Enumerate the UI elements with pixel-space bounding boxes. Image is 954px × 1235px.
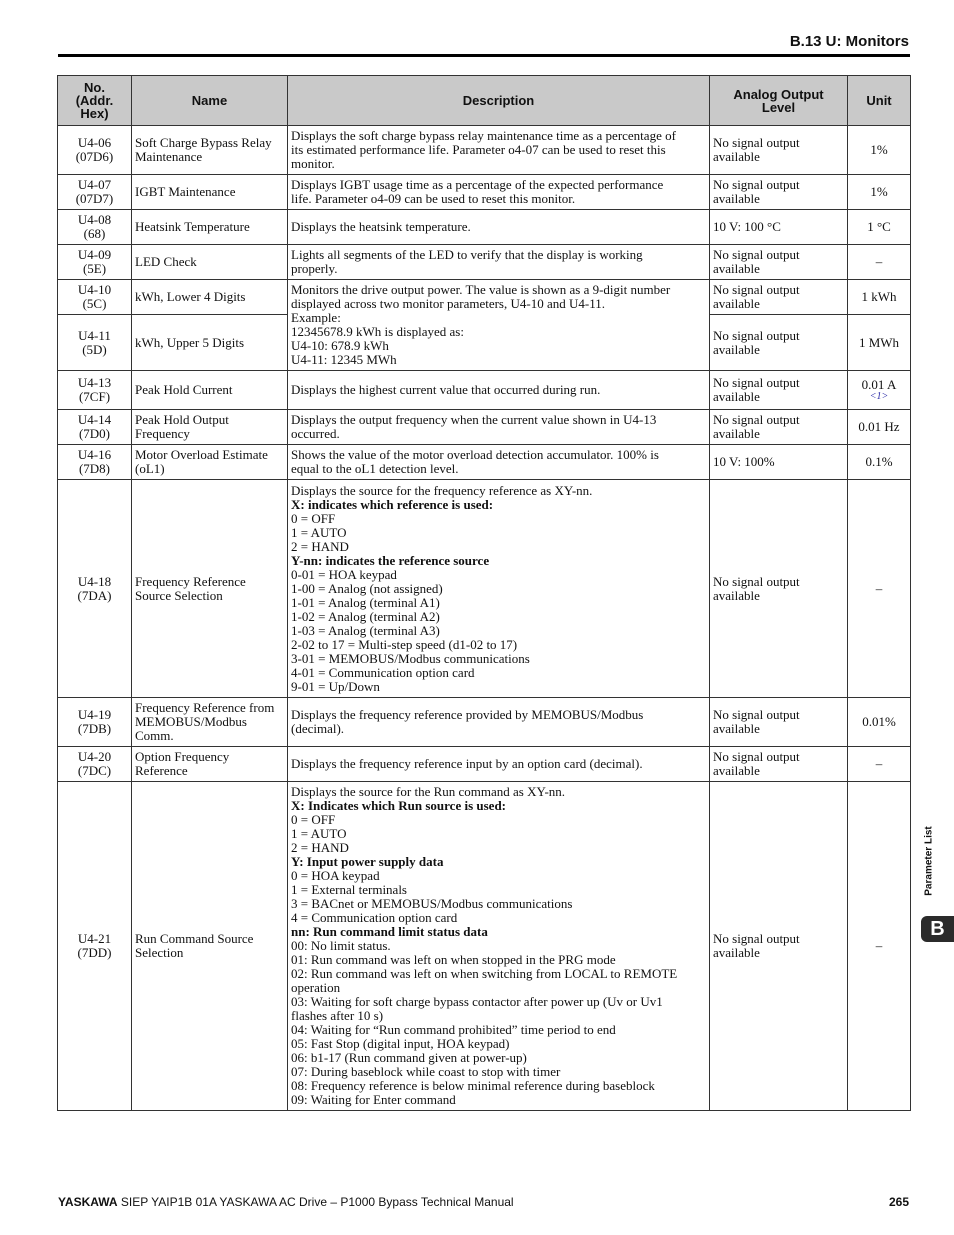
description-line: Lights all segments of the LED to verify that the display is working [291,247,643,262]
description-line: 2 = HAND [291,538,349,554]
description-line: Monitors the drive output power. The value is shown as a 9-digit number [291,282,671,297]
param-description-cell [288,210,710,245]
param-number: U4-13 [77,375,112,390]
param-number: U4-09 [77,247,112,262]
param-number-cell [58,280,132,315]
unit-value: 0.1% [865,454,893,469]
param-number-cell [58,175,132,210]
description-line: 1 = External terminals [291,882,407,897]
description-line: Displays the heatsink temperature. [291,219,471,234]
description-line: 9-01 = Up/Down [291,678,380,694]
description-line: Displays the frequency reference input by an option card (decimal). [291,756,643,771]
param-name-line: kWh, Lower 4 Digits [135,289,246,304]
unit-cell [848,445,911,480]
analog-output-line: No signal output [713,749,800,764]
param-number-cell [58,480,132,698]
param-number-cell [58,126,132,175]
footer-manual-title: SIEP YAIP1B 01A YASKAWA AC Drive – P1000 Bypass Technical Manual [117,1195,514,1209]
description-line: occurred. [291,426,340,441]
analog-output-line: No signal output [713,177,800,192]
description-line: 4-01 = Communication option card [291,664,475,680]
analog-output-line: available [713,721,760,736]
param-name-cell [132,480,288,698]
description-line: 0-01 = HOA keypad [291,566,397,582]
description-line: 05: Fast Stop (digital input, HOA keypad) [291,1036,510,1051]
param-number-cell [58,747,132,782]
param-number-cell [58,371,132,410]
analog-output-line: available [713,389,760,404]
description-line: 12345678.9 kWh is displayed as: [291,324,464,339]
table-row [58,698,911,747]
description-line: Displays the source for the frequency reference as XY-nn. [291,482,593,498]
param-name-line: (oL1) [135,461,165,476]
analog-output-line: available [713,945,760,960]
analog-output-cell [710,126,848,175]
description-line: U4-10: 678.9 kWh [291,338,389,353]
description-line: 1-01 = Analog (terminal A1) [291,594,440,610]
footer-brand: YASKAWA [58,1195,118,1209]
description-line: 4 = Communication option card [291,910,458,925]
analog-output-line: available [713,149,760,164]
analog-output-line: No signal output [713,135,800,150]
description-line: 1-03 = Analog (terminal A3) [291,622,440,638]
param-address: (7D0) [78,426,111,441]
param-name-cell [132,315,288,371]
table-row [58,280,911,315]
col-header-description: Description [288,76,710,126]
unit-value: 1 MWh [858,334,900,350]
param-number: U4-18 [77,573,112,589]
description-line: 06: b1-17 (Run command given at power-up) [291,1050,527,1065]
param-address: (7DD) [77,945,112,960]
table-body [58,126,911,1111]
param-name-line: Option Frequency [135,749,230,764]
side-section-label: Parameter List [923,825,935,896]
description-line: 02: Run command was left on when switching from LOCAL to REMOTE [291,966,678,981]
unit-cell [848,371,911,410]
header-rule [58,54,910,57]
param-description-cell [288,245,710,280]
analog-output-cell [710,782,848,1111]
unit-cell [848,747,911,782]
col-header-analog-output: Analog Output Level [710,76,848,126]
unit-value: 1% [870,184,888,199]
param-name-cell [132,210,288,245]
param-address: (07D6) [75,149,114,164]
param-number: U4-19 [77,707,112,722]
description-line: nn: Run command limit status data [291,924,488,939]
analog-output-line: available [713,426,760,441]
description-line: Displays the frequency reference provided by MEMOBUS/Modbus [291,707,644,722]
param-number-cell [58,445,132,480]
param-address: (7CF) [78,389,111,404]
param-name-line: Reference [135,763,188,778]
analog-output-cell [710,210,848,245]
unit-value: 1% [870,142,888,157]
param-name-line: Peak Hold Output [135,412,229,427]
description-line: 09: Waiting for Enter command [291,1092,456,1107]
param-address: (5D) [82,341,107,357]
table-row [58,747,911,782]
param-name-cell [132,245,288,280]
footer [58,1195,514,1209]
param-name-line: Soft Charge Bypass Relay [135,135,272,150]
table-row [58,210,911,245]
unit-value: 1 kWh [861,289,897,304]
table-row [58,480,911,698]
param-description-cell [288,445,710,480]
param-description-cell [288,410,710,445]
table-row [58,445,911,480]
unit-cell [848,210,911,245]
param-number: U4-10 [77,282,112,297]
param-address: (07D7) [75,191,114,206]
analog-output-cell [710,175,848,210]
param-number: U4-08 [77,212,112,227]
param-number: U4-06 [77,135,112,150]
unit-cell [848,280,911,315]
param-name-line: Run Command Source [135,931,254,946]
analog-output-line: No signal output [713,247,800,262]
description-line: life. Parameter o4-09 can be used to reset this monitor. [291,191,576,206]
analog-output-cell [710,747,848,782]
description-line: 1 = AUTO [291,524,347,540]
analog-output-line: No signal output [713,327,800,343]
param-name-cell [132,175,288,210]
description-line: Displays the source for the Run command as XY-nn. [291,784,566,799]
analog-output-line: 10 V: 100% [713,454,775,469]
param-description-cell [288,175,710,210]
analog-output-line: available [713,341,760,357]
description-line: 1-02 = Analog (terminal A2) [291,608,440,624]
analog-output-cell [710,315,848,371]
param-name-cell [132,445,288,480]
analog-output-cell [710,410,848,445]
param-number-cell [58,210,132,245]
param-description-cell [288,747,710,782]
param-name-cell [132,371,288,410]
param-name-line: Selection [135,945,184,960]
param-name-cell [132,126,288,175]
param-description-cell [288,280,710,371]
table-row [58,410,911,445]
analog-output-line: No signal output [713,573,800,589]
param-number: U4-21 [77,931,112,946]
param-name-line: Frequency Reference from [135,700,275,715]
description-line: Y-nn: indicates the reference source [291,552,490,568]
description-line: U4-11: 12345 MWh [291,352,397,367]
analog-output-cell [710,445,848,480]
description-line: 08: Frequency reference is below minimal reference during baseblock [291,1078,655,1093]
description-line: 1 = AUTO [291,826,347,841]
description-line: flashes after 10 s) [291,1008,384,1023]
unit-value: – [875,756,883,771]
description-line: Displays the highest current value that occurred during run. [291,382,601,397]
description-line: 03: Waiting for soft charge bypass contactor after power up (Uv or Uv1 [291,994,663,1009]
unit-value: 0.01 A [861,377,897,392]
param-name-line: Frequency Reference [135,573,246,589]
param-address: (7DC) [77,763,112,778]
analog-output-line: available [713,191,760,206]
description-line: displayed across two monitor parameters, U4-10 and U4-11. [291,296,605,311]
unit-cell [848,315,911,371]
unit-value: – [875,938,883,953]
analog-output-line: No signal output [713,412,800,427]
param-name-line: kWh, Upper 5 Digits [135,334,245,350]
analog-output-cell [710,280,848,315]
table-row [58,782,911,1111]
footnote-ref: <1> [869,391,889,402]
description-line: Example: [291,310,341,325]
analog-output-line: available [713,763,760,778]
param-name-line: Heatsink Temperature [135,219,250,234]
description-line: 00: No limit status. [291,938,391,953]
param-description-cell [288,698,710,747]
param-number-cell [58,698,132,747]
description-line: 04: Waiting for “Run command prohibited” time period to end [291,1022,616,1037]
table-row [58,371,911,410]
param-name-cell [132,410,288,445]
param-number: U4-14 [77,412,112,427]
unit-cell [848,782,911,1111]
param-address: (7DA) [77,587,112,603]
description-line: operation [291,980,341,995]
param-address: (5C) [82,296,107,311]
table-row [58,175,911,210]
param-number: U4-20 [77,749,112,764]
param-description-cell [288,126,710,175]
section-title: B.13 U: Monitors [789,33,909,50]
analog-output-line: available [713,296,760,311]
param-address: (7DB) [77,721,112,736]
description-line: Shows the value of the motor overload detection accumulator. 100% is [291,447,659,462]
description-line: Displays the soft charge bypass relay maintenance time as a percentage of [291,128,676,143]
table-row [58,126,911,175]
unit-cell [848,175,911,210]
param-name-line: Source Selection [135,587,223,603]
description-line: X: indicates which reference is used: [291,496,494,512]
param-name-line: Comm. [135,728,174,743]
unit-value: – [875,580,883,596]
description-line: 2 = HAND [291,840,349,855]
description-line: Displays the output frequency when the current value shown in U4-13 [291,412,657,427]
param-name-cell [132,280,288,315]
param-name-cell [132,782,288,1111]
param-name-line: MEMOBUS/Modbus [135,714,247,729]
param-number-cell [58,782,132,1111]
param-address: (5E) [82,261,107,276]
description-line: 1-00 = Analog (not assigned) [291,580,443,596]
description-line: 0 = OFF [291,812,336,827]
analog-output-cell [710,371,848,410]
analog-output-line: available [713,261,760,276]
description-line: (decimal). [291,721,345,736]
unit-value: 1 °C [867,219,891,234]
analog-output-line: No signal output [713,282,800,297]
description-line: its estimated performance life. Parameter o4-07 can be used to reset this [291,142,666,157]
param-name-line: Frequency [135,426,190,441]
unit-value: 0.01% [862,714,896,729]
unit-cell [848,410,911,445]
description-line: properly. [291,261,338,276]
description-line: monitor. [291,156,335,171]
description-line: Displays IGBT usage time as a percentage of the expected performance [291,177,664,192]
analog-output-line: 10 V: 100 °C [713,219,781,234]
param-description-cell [288,782,710,1111]
col-header-unit: Unit [848,76,911,126]
analog-output-line: No signal output [713,375,800,390]
description-line: 01: Run command was left on when stopped in the PRG mode [291,952,616,967]
analog-output-cell [710,480,848,698]
analog-output-line: No signal output [713,931,800,946]
param-number: U4-07 [77,177,112,192]
param-number-cell [58,245,132,280]
description-line: 2-02 to 17 = Multi-step speed (d1-02 to 17) [291,636,518,652]
unit-value: – [875,254,883,269]
analog-output-line: No signal output [713,707,800,722]
unit-cell [848,245,911,280]
param-number: U4-11 [78,327,111,343]
param-description-cell [288,480,710,698]
table-row [58,245,911,280]
monitor-parameter-table [57,75,911,1111]
unit-cell [848,698,911,747]
description-line: 0 = HOA keypad [291,868,380,883]
description-line: X: Indicates which Run source is used: [291,798,507,813]
col-header-name: Name [132,76,288,126]
param-number-cell [58,410,132,445]
param-address: (7D8) [78,461,111,476]
param-name-cell [132,747,288,782]
param-address: (68) [83,226,106,241]
unit-cell [848,126,911,175]
unit-cell [848,480,911,698]
param-number: U4-16 [77,447,112,462]
unit-value: 0.01 Hz [858,419,900,434]
description-line: 0 = OFF [291,510,336,526]
param-number-cell [58,315,132,371]
page-number: 265 [888,1195,909,1209]
param-name-line: Peak Hold Current [135,382,233,397]
description-line: Y: Input power supply data [291,854,444,869]
description-line: 3-01 = MEMOBUS/Modbus communications [291,650,530,666]
analog-output-line: available [713,587,760,603]
table-header-row [58,76,911,126]
appendix-tab: B [921,916,954,942]
analog-output-cell [710,245,848,280]
param-name-cell [132,698,288,747]
description-line: equal to the oL1 detection level. [291,461,459,476]
param-name-line: Motor Overload Estimate [135,447,268,462]
analog-output-cell [710,698,848,747]
description-line: 07: During baseblock while coast to stop with timer [291,1064,561,1079]
col-header-no: No. (Addr. Hex) [58,76,132,126]
param-name-line: LED Check [135,254,197,269]
param-description-cell [288,371,710,410]
description-line: 3 = BACnet or MEMOBUS/Modbus communications [291,896,573,911]
param-name-line: IGBT Maintenance [135,184,236,199]
param-name-line: Maintenance [135,149,203,164]
